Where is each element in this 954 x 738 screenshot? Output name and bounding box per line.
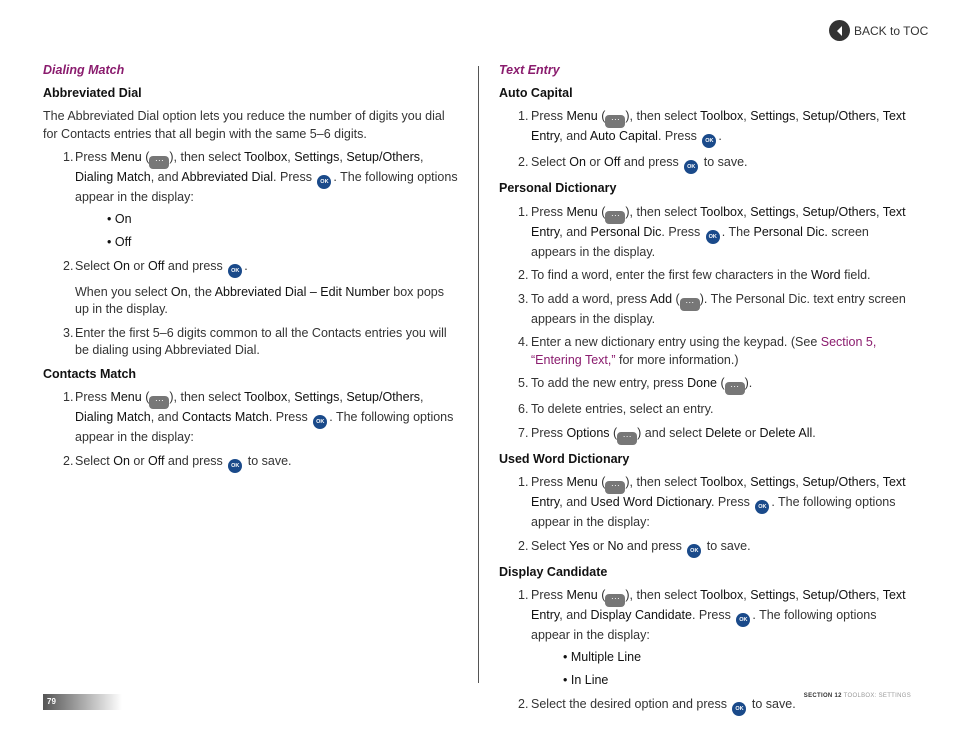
list-item: 3. To add a word, press Add ( ··· ). The Personal Dic. text entry screen appears in the display. [518,291,906,326]
left-column [43,62,458,479]
personal-dictionary-steps [499,204,911,445]
message-key-icon: ··· [725,382,745,395]
heading-abbreviated-dial: Abbreviated Dial [43,85,142,100]
list-item: 2. Select On or Off and press OK . When you select On, the Abbreviated Dial – Edit Number box pops up in the display. [43,258,458,319]
list-item: 1. Press Menu ( ··· ), then select Toolbox, Settings, Setup/Others, Text Entry, and Auto Capital. Press OK . [499,108,911,148]
list-item: • In Line [563,673,609,687]
list-item: 4. Enter a new dictionary entry using the keypad. (See Section 5, “Entering Text,” for more information.) [518,335,877,367]
message-key-icon: ··· [605,211,625,224]
back-to-toc-label: BACK to TOC [854,23,929,38]
back-to-toc-link[interactable] [829,20,928,41]
list-item: 2. Select Yes or No and press OK to save. [499,538,911,558]
entering-text-link[interactable]: “Entering Text,” [531,352,616,367]
list-item: • Off [107,235,132,249]
page-number: 79 [43,694,122,710]
footer-section-title: TOOLBOX: SETTINGS [843,693,911,699]
column-divider [478,66,479,683]
ok-key-icon: OK [755,500,769,514]
ok-key-icon: OK [736,613,750,627]
display-candidate-options [531,649,911,690]
list-item: 1. Press Menu ( ··· ), then select Toolbox, Settings, Setup/Others, Text Entry, and Used Word Dictionary. Press OK . The following options appear in the display: [518,475,906,529]
ok-key-icon: OK [706,230,720,244]
heading-contacts-match: Contacts Match [43,366,137,381]
ok-key-icon: OK [684,160,698,174]
list-item: 2. Select On or Off and press OK to save. [43,453,458,473]
message-key-icon: ··· [149,156,169,169]
back-arrow-icon [829,20,850,41]
section-title-text-entry: Text Entry [499,63,560,77]
section-title-dialing-match: Dialing Match [43,63,125,77]
footer-section-label [804,693,911,699]
ok-key-icon: OK [313,415,327,429]
abbreviated-dial-intro: The Abbreviated Dial option lets you reduce the number of digits you dial for Contacts entries that all begin with the same 5–6 digits. [43,109,445,141]
abbreviated-dial-note: When you select On, the Abbreviated Dial – Edit Number box pops up in the display. [75,284,444,316]
ok-key-icon: OK [687,544,701,558]
message-key-icon: ··· [149,396,169,409]
message-key-icon: ··· [605,115,625,128]
list-item: • On [107,211,132,226]
auto-capital-steps [499,108,911,174]
right-column [499,62,911,722]
list-item: 5. To add the new entry, press Done ( ··· ). [499,375,911,395]
ok-key-icon: OK [702,134,716,148]
message-key-icon: ··· [617,432,637,445]
abbreviated-dial-steps [43,149,458,360]
heading-display-candidate: Display Candidate [499,564,608,579]
message-key-icon: ··· [680,298,700,311]
list-item: 1. Press Menu ( ··· ), then select Toolbox, Settings, Setup/Others, Dialing Match, and Abbreviated Dial. Press OK . The following options appear in the display: • On • Off [43,149,458,252]
list-item: 3. Enter the first 5–6 digits common to all the Contacts entries you will be dialing using Abbreviated Dial. [63,325,447,357]
heading-auto-capital: Auto Capital [499,85,573,100]
message-key-icon: ··· [605,481,625,494]
list-item: 1. Press Menu ( ··· ), then select Toolbox, Settings, Setup/Others, Text Entry, and Personal Dic. Press OK . The Personal Dic. screen appears in the display. [518,204,906,259]
list-item: 2. Select On or Off and press OK to save. [499,154,911,174]
section-5-link[interactable]: Section 5, [820,335,877,349]
ok-key-icon: OK [317,175,331,189]
list-item: 6. To delete entries, select an entry. [518,402,714,416]
list-item: 1. Press Menu ( ··· ), then select Toolbox, Settings, Setup/Others, Dialing Match, and Contacts Match. Press OK . The following options appear in the display: [63,390,454,444]
message-key-icon: ··· [605,594,625,607]
ok-key-icon: OK [228,459,242,473]
heading-personal-dictionary: Personal Dictionary [499,181,617,195]
list-item: 7. Press Options ( ··· ) and select Delete or Delete All. [499,425,911,445]
contacts-match-steps [43,389,458,473]
list-item: 1. Press Menu ( ··· ), then select Toolbox, Settings, Setup/Others, Text Entry, and Display Candidate. Press OK . The following options appear in the display: • Multiple Line • In Line [499,587,911,690]
footer-section-number: SECTION 12 [803,693,842,699]
used-word-dictionary-steps [499,474,911,558]
ok-key-icon: OK [228,264,242,278]
abbreviated-dial-options [75,211,458,252]
list-item: 2. Select the desired option and press OK to save. [499,696,911,716]
list-item: 2. To find a word, enter the first few characters in the Word field. [518,268,871,282]
ok-key-icon: OK [732,702,746,716]
list-item: • Multiple Line [563,649,642,664]
heading-used-word-dictionary: Used Word Dictionary [499,451,630,466]
